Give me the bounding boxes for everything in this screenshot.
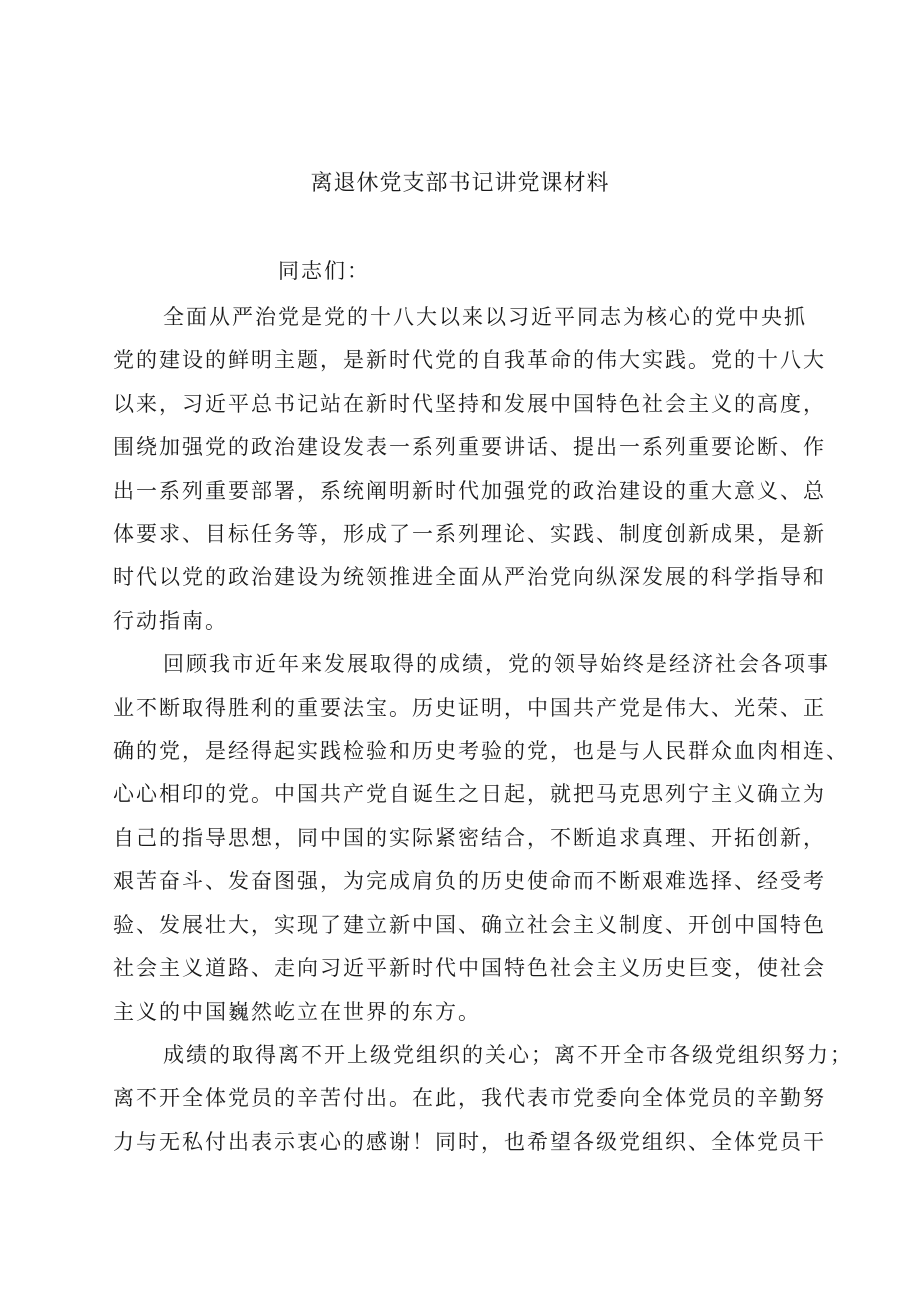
- paragraph-line: 行动指南。: [113, 608, 228, 633]
- paragraph-line: 主义的中国巍然屹立在世界的东方。: [113, 999, 481, 1024]
- paragraph-line: 力与无私付出表示衷心的感谢！同时，也希望各级党组织、全体党员干: [113, 1129, 826, 1154]
- paragraph-line: 艰苦奋斗、发奋图强，为完成肩负的历史使命而不断艰难选择、经受考: [113, 869, 826, 894]
- paragraph-line: 时代以党的政治建设为统领推进全面从严治党向纵深发展的科学指导和: [113, 565, 826, 590]
- paragraph-line: 社会主义道路、走向习近平新时代中国特色社会主义历史巨变，使社会: [113, 956, 826, 981]
- paragraph-line: 体要求、目标任务等，形成了一系列理论、实践、制度创新成果，是新: [113, 522, 826, 547]
- paragraph-line: 党的建设的鲜明主题，是新时代党的自我革命的伟大实践。党的十八大: [113, 348, 826, 373]
- paragraph-line: 业不断取得胜利的重要法宝。历史证明，中国共产党是伟大、光荣、正: [113, 695, 826, 720]
- paragraph-line: 成绩的取得离不开上级党组织的关心；离不开全市各级党组织努力；: [163, 1042, 853, 1067]
- paragraph-line: 心心相印的党。中国共产党自诞生之日起，就把马克思列宁主义确立为: [113, 782, 826, 807]
- salutation: 同志们：: [278, 259, 370, 283]
- paragraph-1: [113, 296, 833, 643]
- paragraph-line: 回顾我市近年来发展取得的成绩，党的领导始终是经济社会各项事: [163, 652, 830, 677]
- paragraph-line: 自己的指导思想，同中国的实际紧密结合，不断追求真理、开拓创新，: [113, 825, 826, 850]
- document-title: 离退休党支部书记讲党课材料: [310, 171, 610, 196]
- paragraph-line: 验、发展壮大，实现了建立新中国、确立社会主义制度、开创中国特色: [113, 912, 826, 937]
- paragraph-line: 以来，习近平总书记站在新时代坚持和发展中国特色社会主义的高度，: [113, 391, 826, 416]
- document-body: [113, 296, 853, 1164]
- paragraph-2: [113, 643, 849, 1034]
- paragraph-line: 围绕加强党的政治建设发表一系列重要讲话、提出一系列重要论断、作: [113, 435, 826, 460]
- paragraph-3: [113, 1034, 853, 1164]
- paragraph-line: 离不开全体党员的辛苦付出。在此，我代表市党委向全体党员的辛勤努: [113, 1086, 826, 1111]
- paragraph-line: 出一系列重要部署，系统阐明新时代加强党的政治建设的重大意义、总: [113, 478, 826, 503]
- paragraph-line: 确的党，是经得起实践检验和历史考验的党，也是与人民群众血肉相连、: [113, 739, 849, 764]
- paragraph-line: 全面从严治党是党的十八大以来以习近平同志为核心的党中央抓: [163, 305, 807, 329]
